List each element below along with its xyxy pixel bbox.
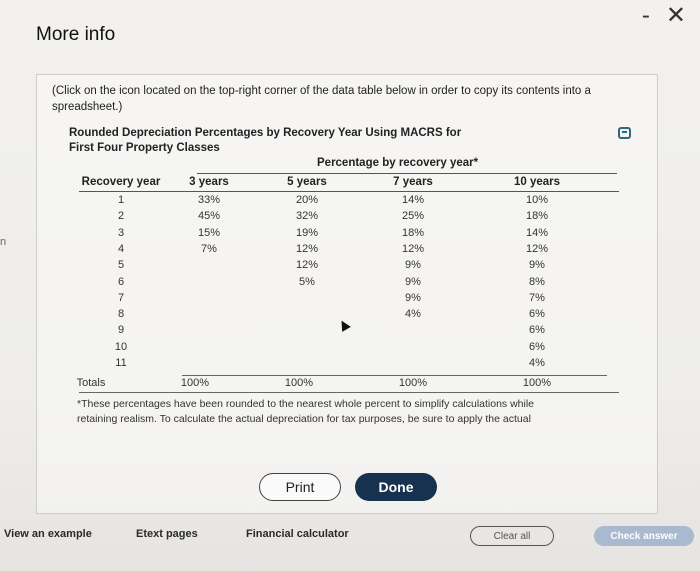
window-controls	[642, 4, 686, 28]
percentage-cell: 12%	[295, 259, 319, 272]
divider	[197, 173, 617, 174]
recovery-year-cell: 8	[117, 308, 125, 321]
column-header: 7 years	[393, 176, 433, 188]
percentage-cell: 45%	[197, 210, 221, 223]
recovery-year-cell: 4	[117, 242, 125, 255]
column-header: 10 years	[513, 176, 561, 188]
percentage-cell: 18%	[401, 226, 425, 239]
total-cell: 100%	[180, 377, 210, 389]
table-title-line-1: Rounded Depreciation Percentages by Recovery Year Using MACRS for	[69, 127, 462, 139]
percentage-cell: 6%	[529, 340, 545, 353]
mouse-cursor-icon	[337, 318, 351, 332]
percentage-cell: 7%	[201, 242, 217, 255]
percentage-cell: 33%	[197, 194, 221, 206]
percentage-cell: 20%	[295, 194, 319, 206]
print-button[interactable]: Print	[259, 473, 341, 501]
recovery-year-cell: 7	[117, 291, 125, 304]
bottom-toolbar	[0, 520, 700, 571]
footnote: *These percentages have been rounded to the nearest whole percent to simplify calculations while retaining realism. To calculate the actual depreciation for tax purposes, be sure to apply the actual	[77, 398, 535, 425]
percentage-header: Percentage by recovery year*	[317, 157, 479, 169]
recovery-year-cell: 2	[117, 210, 125, 223]
divider	[79, 392, 619, 393]
percentage-cell: 9%	[529, 259, 545, 272]
percentage-cell: 7%	[529, 291, 545, 304]
minimize-button[interactable]: -	[641, 2, 650, 29]
percentage-cell: 4%	[405, 308, 421, 321]
check-answer-button[interactable]: Check answer	[594, 526, 694, 546]
recovery-year-cell: 5	[117, 259, 125, 272]
total-cell: 100%	[398, 377, 428, 389]
recovery-year-cell: 6	[117, 275, 125, 288]
page-title: More info	[36, 24, 116, 45]
percentage-cell: 32%	[295, 210, 319, 223]
percentage-cell: 9%	[405, 291, 421, 304]
copy-to-spreadsheet-icon[interactable]	[618, 127, 631, 139]
percentage-cell: 9%	[405, 259, 421, 272]
recovery-year-cell: 9	[117, 324, 125, 337]
edge-mark: n	[0, 236, 7, 248]
instructions-text: (Click on the icon located on the top-right corner of the data table below in order to copy its contents into a spreadsheet.)	[52, 85, 591, 113]
percentage-cell: 15%	[197, 226, 221, 239]
recovery-year-cell: 10	[114, 340, 128, 353]
info-dialog	[36, 74, 658, 514]
total-cell: 100%	[522, 377, 552, 389]
percentage-cell: 9%	[405, 275, 421, 288]
percentage-cell: 18%	[525, 210, 549, 223]
divider	[182, 375, 607, 376]
percentage-cell: 5%	[299, 275, 315, 288]
percentage-cell: 10%	[525, 194, 549, 206]
recovery-year-cell: 1	[117, 194, 125, 206]
view-example-link[interactable]: View an example	[4, 528, 92, 540]
percentage-cell: 12%	[525, 242, 549, 255]
percentage-cell: 4%	[529, 357, 545, 369]
percentage-cell: 8%	[529, 275, 545, 288]
totals-label: Totals	[76, 377, 106, 389]
column-header: 5 years	[287, 176, 327, 188]
close-button[interactable]: ✕	[665, 2, 686, 29]
percentage-cell: 6%	[529, 324, 545, 337]
percentage-cell: 12%	[401, 242, 425, 255]
table-title-line-2: First Four Property Classes	[69, 142, 220, 154]
column-header: Recovery year	[81, 176, 161, 188]
column-header: 3 years	[189, 176, 229, 188]
percentage-cell: 6%	[529, 308, 545, 321]
recovery-year-cell: 11	[115, 357, 127, 369]
percentage-cell: 19%	[295, 226, 319, 239]
percentage-cell: 14%	[525, 226, 549, 239]
done-button[interactable]: Done	[355, 473, 437, 501]
total-cell: 100%	[284, 377, 314, 389]
recovery-year-cell: 3	[117, 226, 125, 239]
clear-all-button[interactable]: Clear all	[470, 526, 554, 546]
percentage-cell: 14%	[401, 194, 425, 206]
divider	[79, 191, 619, 192]
financial-calculator-link[interactable]: Financial calculator	[246, 528, 349, 540]
table-title	[69, 126, 461, 156]
percentage-cell: 12%	[295, 242, 319, 255]
percentage-cell: 25%	[401, 210, 425, 223]
etext-pages-link[interactable]: Etext pages	[136, 528, 198, 540]
